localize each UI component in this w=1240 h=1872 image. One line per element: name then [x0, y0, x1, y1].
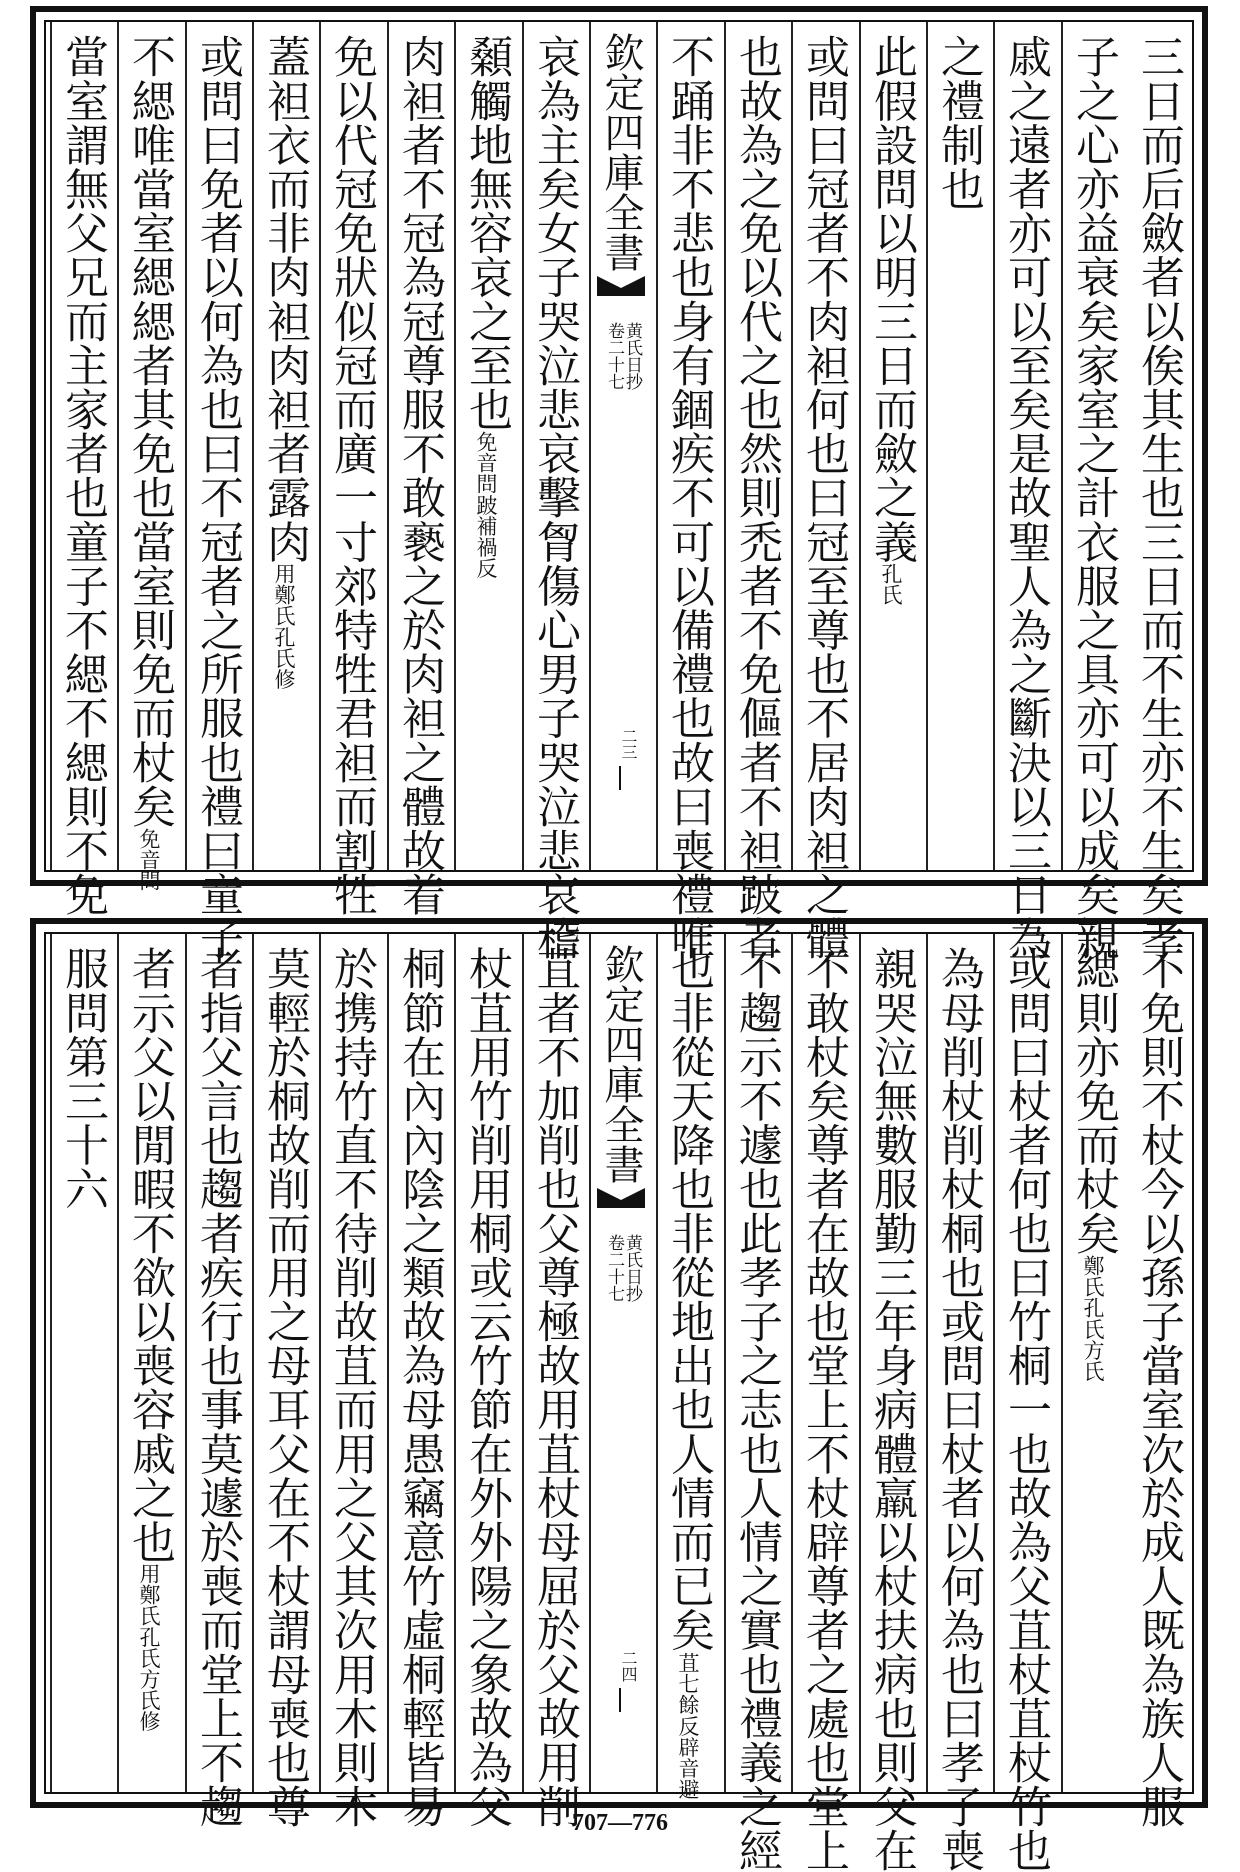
top-text-column [319, 22, 379, 916]
column-text: 不緦唯當室緦緦者其免也當室則免而杖矣 [124, 34, 175, 828]
bottom-text-column [859, 934, 919, 1872]
bottom-text-column [656, 934, 716, 1800]
column-text: 杖苴用竹削用桐或云竹節在外外陽之象故為父 [461, 946, 512, 1828]
column-text: 哀為主矣女子哭泣悲哀擊胷傷心男子哭泣悲哀稽 [529, 34, 580, 961]
bottom-text-column [117, 934, 177, 1792]
library-title: 欽定四庫全書 [598, 32, 644, 272]
bottom-text-column [387, 934, 447, 1828]
column-text: 肉袒者不冠為冠尊服不敢褻之於肉袒之體故着 [394, 34, 445, 916]
column-text: 也非從天降也非從地出也人情而已矣 [663, 946, 714, 1652]
column-text: 不踊非不悲也身有錮疾不可以備禮也故曰喪禮唯 [663, 34, 714, 961]
column-text: 此假設問以明三日而斂之義 [866, 34, 917, 564]
column-text: 當室謂無父兄而主家者也童子不緦不緦則不免 [57, 34, 108, 916]
column-text: 子之心亦益衰矣家室之計衣服之具亦可以成矣親 [1068, 34, 1119, 961]
column-text: 親哭泣無數服勤三年身病體羸以杖扶病也則父在 [866, 946, 917, 1872]
top-text-column [117, 22, 177, 892]
column-text: 莫輕於桐故削而用之母耳父在不杖謂母喪也尊 [259, 946, 310, 1828]
top-text-column [50, 22, 110, 916]
bottom-text-column [319, 934, 379, 1828]
bottom-text-column [724, 934, 784, 1872]
annotation-note: 孔氏 [879, 563, 903, 606]
work-and-juan: 黄氏日抄 卷二十七 [604, 1234, 642, 1302]
column-text: 顙觸地無容哀之至也 [461, 34, 512, 431]
fishtail-mark-icon [597, 274, 645, 296]
folio-number: 707—776 [572, 1810, 668, 1836]
top-text-column [926, 22, 986, 870]
bottom-text-column [993, 934, 1053, 1872]
library-title: 欽定四庫全書 [598, 944, 644, 1184]
bottom-text-column [1061, 934, 1121, 1792]
top-text-column [252, 22, 312, 870]
bottom-text-column [50, 934, 110, 1792]
page-number: 二四 [605, 1650, 637, 1682]
column-text: 或問曰免者以何為也曰不冠者之所服也禮曰童子 [192, 34, 243, 961]
top-text-column [859, 22, 919, 870]
page-number: 二三 [605, 728, 637, 760]
column-text: 為母削杖削杖桐也或問曰杖者以何為也曰孝子喪 [933, 946, 984, 1872]
column-text: 緦則亦免而杖矣 [1068, 946, 1119, 1255]
column-text: 不趨示不遽也此孝子之志也人情之實也禮義之經 [731, 946, 782, 1872]
column-text: 戚之遠者亦可以至矣是故聖人為之斷決以三日為 [1000, 34, 1051, 961]
bottom-text-column [791, 934, 851, 1872]
column-text: 者指父言也趨者疾行也事莫遽於喪而堂上不趨 [192, 946, 243, 1828]
column-text: 之禮制也 [933, 34, 984, 211]
work-and-juan: 黄氏日抄 卷二十七 [604, 322, 642, 390]
annotation-note: 用鄭氏孔氏方氏修 [137, 1563, 161, 1733]
column-text: 服問第三十六 [57, 946, 108, 1211]
column-text: 不免則不杖今以孫子當室次於成人既為族人服 [1133, 946, 1184, 1828]
annotation-note: 鄭氏孔氏方氏 [1081, 1254, 1105, 1382]
column-text: 免以代冠免狀似冠而廣一寸郊特牲君袒而割牲 [326, 34, 377, 916]
top-text-column [993, 22, 1053, 961]
top-text-column [1128, 22, 1188, 961]
top-page [30, 6, 1208, 961]
fishtail-mark-icon [597, 1186, 645, 1208]
bottom-text-column [454, 934, 514, 1828]
column-text: 者示父以閒暇不欲以喪容戚之也 [124, 946, 175, 1564]
column-text: 桐節在內內陰之類故為母愚竊意竹虛桐輕皆易 [394, 946, 445, 1828]
column-text: 蓋袒衣而非肉袒肉袒者露肉 [259, 34, 310, 564]
top-text-column [656, 22, 716, 961]
column-text: 不敢杖矣尊者在故也堂上不杖辟尊者之處也堂上 [798, 946, 849, 1872]
column-text: 也故為之免以代之也然則禿者不免傴者不袒跛者 [731, 34, 782, 961]
column-text: 三日而后斂者以俟其生也三日而不生亦不生矣孝 [1133, 34, 1184, 961]
bottom-text-column [522, 934, 582, 1828]
bottom-text-column [185, 934, 245, 1828]
bottom-text-column [1128, 934, 1188, 1828]
top-text-column [1061, 22, 1121, 961]
top-center-gutter [589, 22, 649, 870]
column-text: 於携持竹直不待削故苴而用之父其次用木則木 [326, 946, 377, 1828]
top-text-column [791, 22, 851, 961]
top-text-column [454, 22, 514, 870]
top-text-column [724, 22, 784, 961]
top-text-column [387, 22, 447, 916]
column-text: 苴者不加削也父尊極故用苴杖母屈於父故用削 [529, 946, 580, 1828]
bottom-center-gutter [589, 934, 649, 1792]
top-text-column [185, 22, 245, 961]
bottom-text-column [252, 934, 312, 1828]
top-text-column [522, 22, 582, 961]
top-page-frame [44, 20, 1194, 961]
annotation-note: 苴七餘反辟音避 [676, 1651, 700, 1800]
annotation-note: 用鄭氏孔氏修 [272, 563, 296, 690]
annotation-note: 免音問 [137, 827, 161, 892]
column-text: 或問曰冠者不肉袒何也曰冠至尊也不居肉袒之體 [798, 34, 849, 961]
bottom-text-column [926, 934, 986, 1872]
annotation-note: 免音問跛補禍反 [474, 430, 498, 579]
column-text: 或問曰杖者何也曰竹桐一也故為父苴杖苴杖竹也 [1000, 946, 1051, 1872]
